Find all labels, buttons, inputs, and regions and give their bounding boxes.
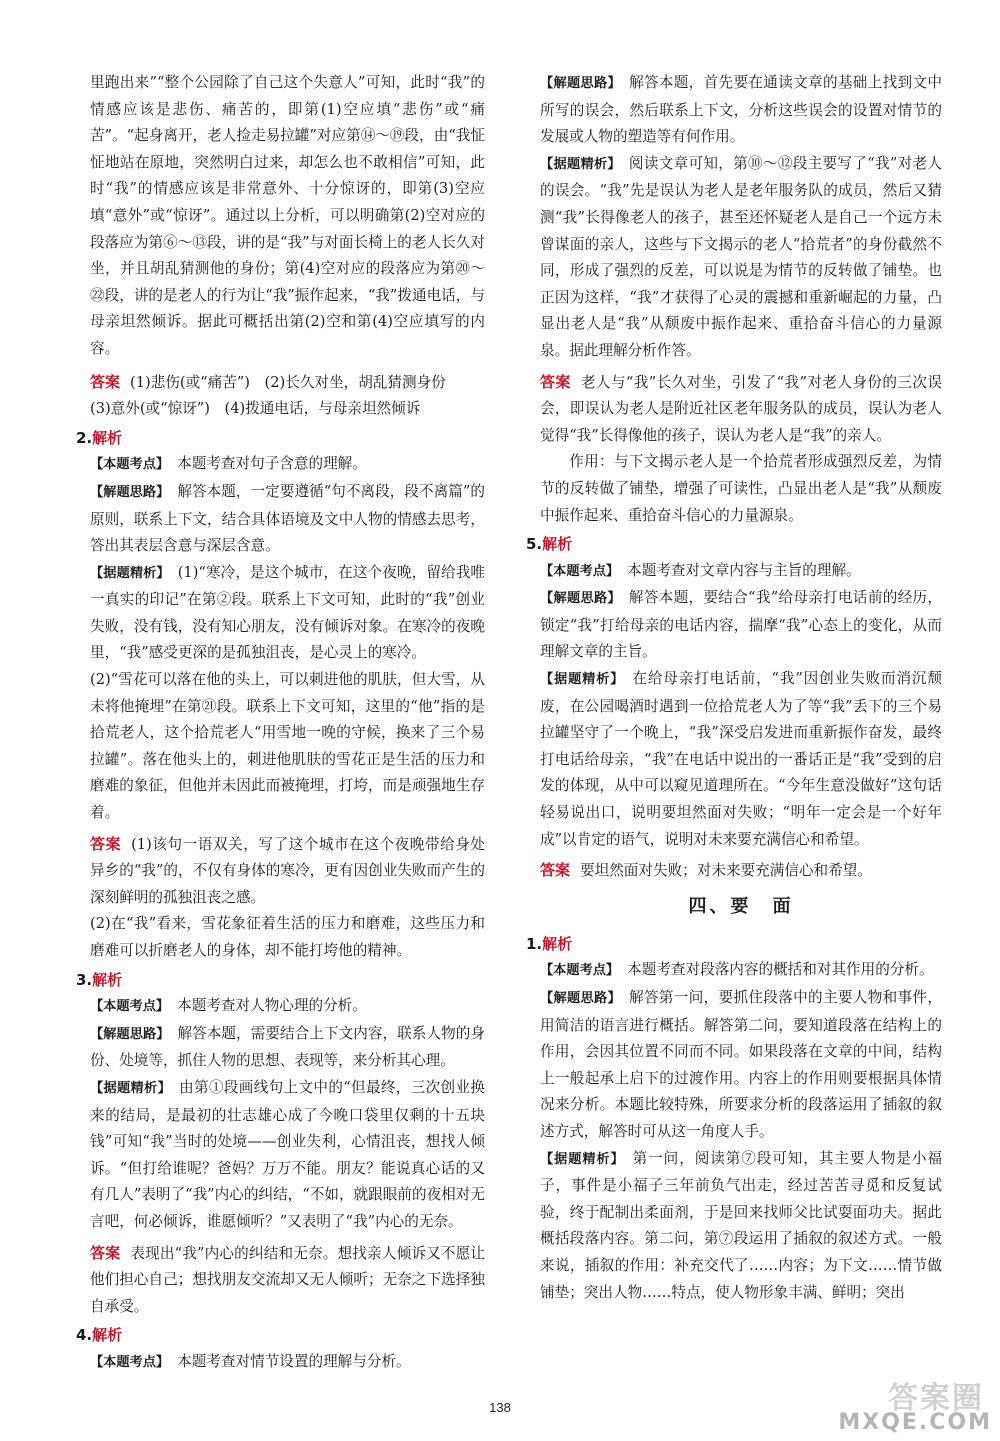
s4-q1-heading [526, 931, 942, 958]
q4-detailed-analysis: 【据题精析】 阅读文章可知，第⑩～⑫段主要写了“我”对老人的误会。“我”先是误认为老人是老年服务队的成员，然后又猜测“我”长得像老人的孩子，甚至还怀疑老人是自己一个远方未曾谋面的亲人，这些与下文揭示的老人“拾荒者”的身份截然不同，形成了强烈的反差，可以说是为情节的反转做了铺垫。也正因为这样，“我”才获得了心灵的震撼和重新崛起的力量，凸显出老人是“我”从颓废中振作起来、重拾奋斗信心的力量源泉。据此理解分析作答。 [540, 154, 942, 359]
analysis-label: 解析 [92, 970, 123, 989]
tag-label: 【本题考点】 [540, 963, 620, 979]
tag-label: 【本题考点】 [90, 1354, 170, 1370]
tag-label: 【解题思路】 [540, 991, 622, 1006]
q4-answer: 答案 老人与“我”长久对坐，引发了“我”对老人身份的三次误会，即误认为老人是附近社区老年服务队的成员，误认为老人觉得“我”长得像他的孩子，误认为老人是“我”的亲人。 [540, 372, 942, 444]
q5-heading [526, 531, 942, 558]
s4-test-point: 【本题考点】 本题考查对段落内容的概括和对其作用的分析。 [540, 961, 934, 979]
tag-label: 【本题考点】 [540, 563, 620, 579]
question-number: 1. [526, 934, 543, 953]
tag-label: 【解题思路】 [540, 76, 622, 91]
tag-label: 【据题精析】 [540, 672, 625, 688]
q2-heading [76, 425, 485, 452]
tag-label: 【解题思路】 [90, 1026, 170, 1042]
q5-approach: 【解题思路】 解答本题，要结合“我”给母亲打电话前的经历，锁定“我”打给母亲的电话内容，揣摩“我”心态上的变化，从而理解文章的主旨。 [540, 589, 942, 661]
q2-approach: 【解题思路】 解答本题，一定要遵循“句不离段，段不离篇”的原则，联系上下文，结合具体语境及文中人物的情感去思考，答出其表层含意与深层含意。 [90, 482, 485, 555]
q4-heading [76, 1322, 485, 1349]
watermark-url: MXQE.COM [838, 1410, 992, 1435]
q5-answer: 答案 要坦然面对失败；对未来要充满信心和希望。 [540, 861, 872, 880]
q1-answer-line1: (1)悲伤(或“痛苦”) (2)长久对坐，胡乱猜测身份 [130, 373, 446, 391]
tag-label: 【本题考点】 [90, 999, 170, 1015]
analysis-label: 解析 [92, 428, 123, 447]
right-column [526, 70, 943, 1306]
q3-detailed-analysis: 【据题精析】 由第①段画线句上文中的“但最终，三次创业换来的结局，是最初的壮志雄心成了今晚口袋里仅剩的十五块钱”可知“我”当时的处境——创业失利，心情沮丧，想找人倾诉。“但打给谁呢？爸妈？万万不能。朋友？能说真心话的又有几人”表明了“我”内心的纠结，“不如，就跟眼前的夜相对无言吧，何必倾诉，谁愿倾听？”又表明了“我”内心的无奈。 [90, 1078, 485, 1230]
analysis-label: 解析 [542, 535, 573, 554]
analysis-label: 解析 [542, 934, 573, 953]
q1-answer [90, 369, 485, 423]
question-number: 2. [76, 428, 93, 447]
q5-detailed-analysis: 【据题精析】 在给母亲打电话前，“我”因创业失败而消沉颓废，在公园喝酒时遇到一位拾荒老人为了等“我”丢下的三个易拉罐坚守了一个晚上，“我”深受启发进而重新振作奋发，最终打电话给母亲，“我”在电话中说出的一番话正是“我”受到的启发的体现，从中可以窥见道理所在。“今年生意没做好”这句话轻易说出口，说明要坦然面对失败；“明年一定会是一个好年成”以肯定的语气，说明对未来要充满信心和希望。 [540, 670, 942, 848]
tag-label: 【据题精析】 [90, 565, 170, 581]
question-number: 3. [76, 970, 93, 989]
q1-answer-line2: (3)意外(或“惊讶”) (4)拨通电话，与母亲坦然倾诉 [90, 400, 421, 418]
q3-approach: 【解题思路】 解答本题，需要结合上下文内容，联系人物的身份、处境等，抓住人物的思想、表现等，来分析其心理。 [90, 1024, 485, 1070]
answer-label: 答案 [540, 372, 571, 391]
tag-label: 【据题精析】 [540, 1151, 625, 1167]
q1-analysis-continued: 里跑出来”“整个公园除了自己这个失意人”可知，此时“我”的情感应该是悲伤、痛苦的，即第(1)空应填“悲伤”或“痛苦”。“起身离开，老人捡走易拉罐”对应第⑭～⑲段，由“我怔怔地站在原地，突然明白过来，却怎么也不敢相信”可知，此时“我”的情感应该是非常意外、十分惊讶的，即第(3)空应填“意外”或“惊讶”。通过以上分析，可以明确第(2)空对应的段落应为第⑥～⑬段，讲的是“我”与对面长椅上的老人长久对坐，并且胡乱猜测他的身份；第(4)空对应的段落应为第⑳～㉒段，讲的是老人的行为让“我”振作起来，“我”拨通电话，与母亲坦然倾诉。据此可概括出第(2)空和第(4)空应填写的内容。 [90, 74, 485, 357]
left-column [76, 70, 485, 1377]
q4-approach: 【解题思路】 解答本题，首先要在通读文章的基础上找到文中所写的误会，然后联系上下文，分析这些误会的设置对情节的发展或人物的塑造等有何作用。 [540, 74, 942, 146]
answer-label: 答案 [90, 834, 122, 853]
tag-label: 【本题考点】 [90, 457, 170, 473]
watermark [812, 1373, 992, 1435]
tag-label: 【据题精析】 [90, 1080, 172, 1096]
question-number: 4. [76, 1326, 93, 1345]
tag-label: 【解题思路】 [540, 591, 621, 607]
answer-label: 答案 [90, 372, 121, 391]
answer-label: 答案 [540, 861, 571, 880]
page-number: 138 [489, 1400, 511, 1415]
s4-approach: 【解题思路】 解答第一问，要抓住段落中的主要人物和事件，用简洁的语言进行概括。解答第二问，要知道段落在结构上的作用，会因其位置不同而不同。如果段落在文章的中间，结构上一般起承上启下的过渡作用。内容上的作用则要根据具体情况来分析。本题比较特殊，所要求分析的段落运用了插叙的叙述方式，解答时可从这一角度人手。 [540, 989, 942, 1140]
s4-detailed-analysis: 【据题精析】 第一问，阅读第⑦段可知，其主要人物是小福子，事件是小福子三年前负气出走，经过苦苦寻觅和反复试验，终于配制出柔面剂，于是回来找师父比试耍面功夫。据此概括段落内容。第二问，第⑦段运用了插叙的叙述方式。一般来说，插叙的作用：补充交代了……内容；为下文……情节做铺垫；突出人物……特点，使人物形象丰满、鲜明；突出 [540, 1149, 943, 1301]
section-title: 四、要 面 [688, 895, 794, 917]
answer-label: 答案 [90, 1243, 121, 1262]
q3-test-point: 【本题考点】 本题考查对人物心理的分析。 [90, 997, 367, 1015]
q2-detailed-analysis: 【据题精析】 (1)“寒冷，是这个城市，在这个夜晚，留给我唯一真实的印记”在第②段。联系上下文可知，此时的“我”创业失败，没有钱，没有知心朋友，没有倾诉对象。在寒冷的夜晚里，“我”感受更深的是孤独沮丧，是心灵上的寒冷。 [90, 563, 485, 662]
q4-test-point: 【本题考点】 本题考查对情节设置的理解与分析。 [90, 1352, 411, 1370]
q2-test-point: 【本题考点】 本题考查对句子含意的理解。 [90, 455, 367, 473]
q3-answer: 答案 表现出“我”内心的纠结和无奈。想找亲人倾诉又不愿让他们担心自己；想找朋友交流却又无人倾听；无奈之下选择独自承受。 [90, 1243, 485, 1315]
q4-answer-2: 作用：与下文揭示老人是一个拾荒者形成强烈反差，为情节的反转做了铺垫，增强了可读性，凸显出老人是“我”从颓废中振作起来、重拾奋斗信心的力量源泉。 [540, 453, 942, 524]
tag-label: 【据题精析】 [540, 156, 621, 172]
q2-answer: 答案 (1)该句一语双关，写了这个城市在这个夜晚带给身处异乡的“我”的，不仅有身体的寒冷，更有因创业失败而产生的深刻鲜明的孤独沮丧之感。 [90, 834, 485, 906]
analysis-label: 解析 [92, 1326, 123, 1345]
watermark-logo: 答案圈 [888, 1381, 984, 1416]
tag-label: 【解题思路】 [90, 484, 170, 500]
q5-test-point: 【本题考点】 本题考查对文章内容与主旨的理解。 [540, 561, 861, 579]
q2-detailed-analysis-2: (2)“雪花可以落在他的头上，可以刺进他的肌肤，但大雪，从未将他掩埋”在第㉑段。联系上下文可知，这里的“他”指的是拾荒老人，这个拾荒老人“用雪地一晚的守候，换来了三个易拉罐”。落在他头上的，刺进他肌肤的雪花正是生活的压力和磨难的象征，但他并未因此而被掩埋，打垮，而是顽强地生存着。 [90, 671, 485, 822]
question-number: 5. [526, 535, 543, 554]
q3-heading [76, 967, 485, 994]
q2-answer-2: (2)在“我”看来，雪花象征着生活的压力和磨难，这些压力和磨难可以折磨老人的身体，却不能打垮他的精神。 [90, 915, 485, 959]
